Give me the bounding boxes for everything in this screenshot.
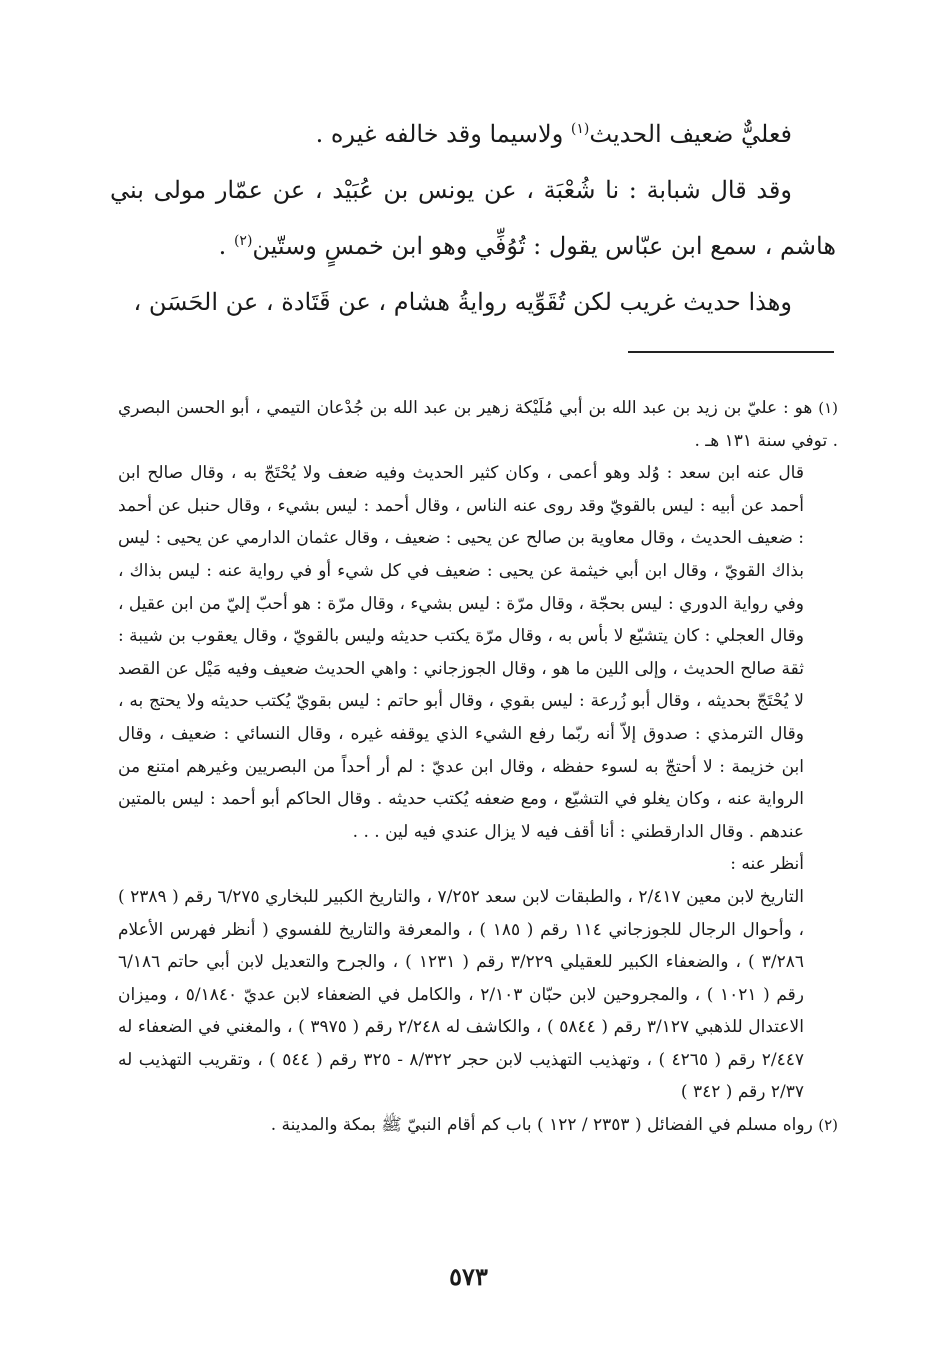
footnote-ref-2: (٢) (233, 233, 253, 249)
footnote-1-see-also: أنظر عنه : (730, 854, 804, 875)
footnote-2-number: (٢) (818, 1116, 838, 1135)
page-number: ٥٧٣ (449, 1262, 488, 1291)
footnote-2: (٢) رواه مسلم في الفضائل ( ٢٣٥٣ / ١٢٢ ) باب كم أقام النبيّ ﷺ بمكة والمدينة . (270, 1115, 838, 1136)
footnote-1-intro: (١) هو : عليّ بن زيد بن عبد الله بن أبي مُلَيْكة زهير بن عبد الله بن جُدْعان التيمي ، أبو الحسن البصري . توفي سنة ١٣١ هـ . (118, 398, 838, 451)
main-text (110, 106, 836, 330)
footnote-1-body: قال عنه ابن سعد : وُلد وهو أعمى ، وكان كثير الحديث وفيه ضعف ولا يُحْتَجّ به ، وقال صالح ابن أحمد عن أبيه : ليس بالقويّ وقد روى عنه الناس ، وقال أحمد : ليس بشيء ، وقال حنبل عن أحمد : ضعيف الحديث ، وقال معاوية بن صالح عن يحيى : ضعيف ، وقال عثمان الدارمي عن يحيى : ليس بذاك القويّ ، وقال ابن أبي خيثمة عن يحيى : ضعيف في كل شيء أو في رواية عنه : ليس بذاك ، وفي رواية الدوري : ليس بحجّة ، وقال مرّة : ليس بشيء ، وقال مرّة : هو أحبّ إليّ من ابن عقيل ، وقال العجلي : كان يتشيّع لا بأس به ، وقال مرّة يكتب حديثه وليس بالقويّ ، وقال يعقوب بن شيبة : ثقة صالح الحديث ، وإلى اللين ما هو ، وقال الجوزجاني : واهي الحديث ضعيف وفيه مَيْل عن القصد لا يُحْتَجّ بحديثه ، وقال أبو زُرعة : ليس بقوي ، وقال أبو حاتم : ليس بقويّ يُكتب حديثه ولا يحتج به ، وقال الترمذي : صدوق إلاّ أنه ربّما رفع الشيء الذي يوقفه غيره ، وقال النسائي : ضعيف ، وقال ابن خزيمة : لا أحتجّ به لسوء حفظه ، وقال ابن عديّ : لم أر أحداً من البصريين وغيرهم امتنع من الرواية عنه ، وكان يغلو في التشيّع ، ومع ضعفه يُكتب حديثه . وقال الحاكم أبو أحمد : ليس بالمتين عندهم . وقال الدارقطني : أنا أقف فيه لا يزال عندي فيه لين . . . (118, 463, 804, 842)
main-paragraph-2: وقد قال شبابة : نا شُعْبَة ، عن يونس بن عُبَيْد ، عن عمّار مولى بني هاشم ، سمع ابن عبّاس يقول : تُوُفِّي وهو ابن خمسٍ وستّين$^{(٢)}$ . (110, 176, 836, 260)
footnote-separator (628, 351, 834, 353)
main-paragraph-1: فعليٌّ ضعيف الحديث$^{(١)}$ ولاسيما وقد خالفه غيره . (315, 120, 792, 148)
footnotes (118, 392, 838, 1142)
footnote-1-references: التاريخ لابن معين ٢/٤١٧ ، والطبقات لابن سعد ٧/٢٥٢ ، والتاريخ الكبير للبخاري ٦/٢٧٥ رقم ( ٢٣٨٩ ) ، وأحوال الرجال للجوزجاني ١١٤ رقم ( ١٨٥ ) ، والمعرفة والتاريخ للفسوي ( أنظر فهرس الأعلام ٣/٢٨٦ ) ، والضعفاء الكبير للعقيلي ٣/٢٢٩ رقم ( ١٢٣١ ) ، والجرح والتعديل لابن أبي حاتم ٦/١٨٦ رقم ( ١٠٢١ ) ، والمجروحين لابن حبّان ٢/١٠٣ ، والكامل في الضعفاء لابن عديّ ٥/١٨٤٠ ، وميزان الاعتدال للذهبي ٣/١٢٧ رقم ( ٥٨٤٤ ) ، والكاشف له ٢/٢٤٨ رقم ( ٣٩٧٥ ) ، والمغني في الضعفاء له ٢/٤٤٧ رقم ( ٤٢٦٥ ) ، وتهذيب التهذيب لابن حجر ٨/٣٢٢ - ٣٢٥ رقم ( ٥٤٤ ) ، وتقريب التهذيب له ٢/٣٧ رقم ( ٣٤٢ ) (118, 886, 804, 1103)
footnote-ref-1: (١) (570, 121, 590, 137)
main-paragraph-3: وهذا حديث غريب لكن تُقَوِّيه روايةُ هشام ، عن قَتَادة ، عن الحَسَن ، (133, 288, 792, 316)
footnote-1-number: (١) (818, 399, 838, 417)
